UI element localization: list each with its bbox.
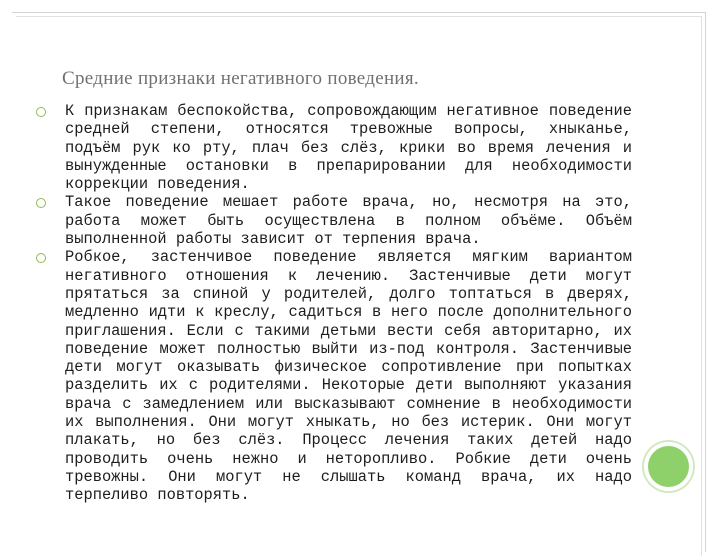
list-item-text: К признакам беспокойства, сопровождающим негативное поведение средней степени, относятся тревожные вопросы, хныканье, подъём рук ко рту, плач без слёз, крики во время лечения и вынужденные остановки в препарировании для необходимости коррекции поведения. <box>65 102 632 194</box>
list-item <box>36 102 632 193</box>
slide-title: Средние признаки негативного поведения. <box>62 68 419 89</box>
bullet-list <box>36 102 632 505</box>
decorative-green-circle-icon <box>644 442 693 491</box>
list-item-text: Такое поведение мешает работе врача, но, несмотря на это, работа может быть осуществлена в полном объёме. Объём выполненной работы зависит от терпения врача. <box>65 193 632 249</box>
bullet-circle-icon <box>36 253 46 263</box>
bullet-circle-icon <box>36 107 46 117</box>
list-item-text: Робкое, застенчивое поведение является мягким вариантом негативного отношения к лечению. Застенчивые дети могут прятаться за спиной у родителей, долго топтаться в дверях, медленно идти к креслу, садиться в него после дополнительного приглашения. Если с такими детьми вести себя авторитарно, их поведение может полностью выйти из-под контроля. Застенчивые дети могут оказывать физическое сопротивление при попытках разделить их с родителями. Некоторые дети выполняют указания врача с замедлением или высказывают сомнение в необходимости их выполнения. Они могут хныкать, но без истерик. Они могут плакать, но без слёз. Процесс лечения таких детей надо проводить очень нежно и неторопливо. Робкие дети очень тревожны. Они могут не слышать команд врача, их надо терпеливо повторять. <box>65 248 632 505</box>
bullet-circle-icon <box>36 198 46 208</box>
list-item <box>36 248 632 504</box>
list-item <box>36 193 632 248</box>
